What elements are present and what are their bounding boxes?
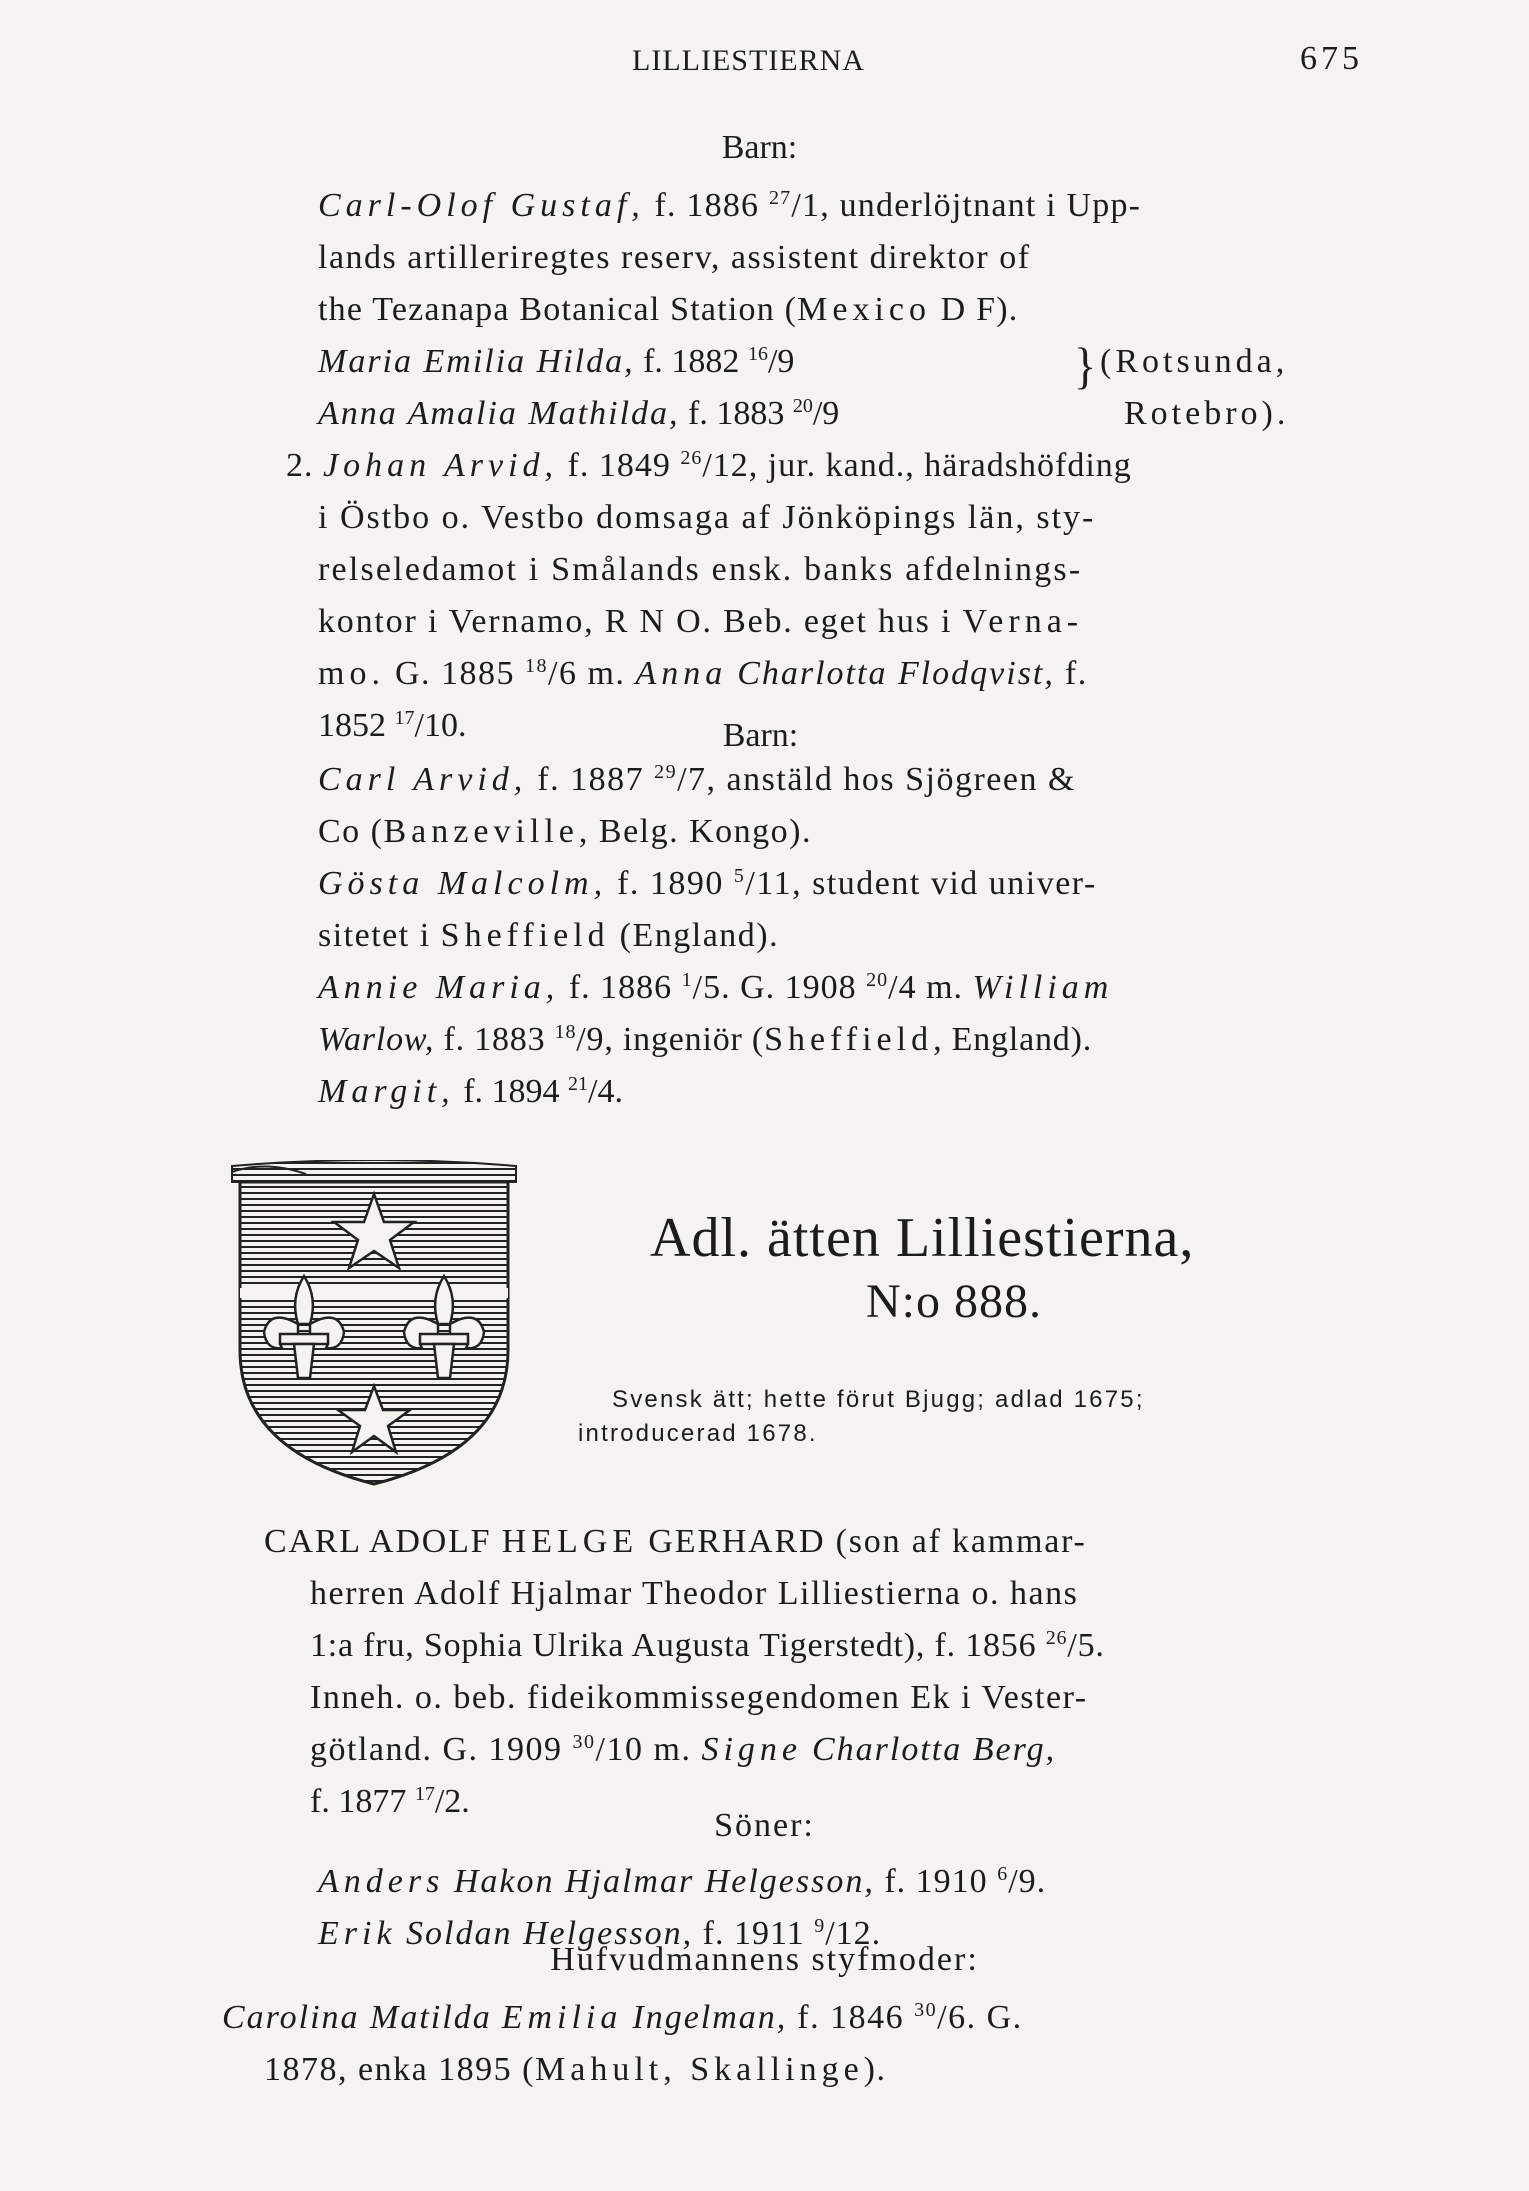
entry-line-7: i Östbo o. Vestbo domsaga af Jönköpings län, sty- xyxy=(318,499,1096,536)
head-line-1: CARL ADOLF HELGE GERHARD (son af kammar- xyxy=(264,1523,1087,1560)
entry-line-10: mo. G. 1885 $^{18}$/6 m. Anna Charlotta Flodqvist, f. xyxy=(318,655,1088,692)
entry-line-3: the Tezanapa Botanical Station (Mexico D F). xyxy=(318,291,1019,328)
styfmoder-line-1: Carolina Matilda Emilia Ingelman, f. 1846 $^{30}$/6. G. xyxy=(222,1999,1023,2036)
head-line-5: götland. G. 1909 $^{30}$/10 m. Signe Charlotta Berg, xyxy=(310,1731,1057,1768)
entry-line-4-place: (Rotsunda, xyxy=(1100,343,1289,380)
entry-line-6: 2. Johan Arvid, f. 1849 $^{26}$/12, jur. kand., häradshöfding xyxy=(286,447,1132,484)
page-number: 675 xyxy=(1300,40,1363,77)
family-note-line-1: Svensk ätt; hette förut Bjugg; adlad 1675; xyxy=(612,1386,1145,1413)
son-line-1: Anders Hakon Hjalmar Helgesson, f. 1910 $^6$/9. xyxy=(318,1863,1047,1900)
running-header-title: LILLIESTIERNA xyxy=(632,44,865,77)
child-line-6: Warlow, f. 1883 $^{18}$/9, ingeniör (Sheffield, England). xyxy=(318,1021,1093,1058)
child-line-3: Gösta Malcolm, f. 1890 $^5$/11, student vid univer- xyxy=(318,865,1097,902)
entry-line-5-place: Rotebro). xyxy=(1124,395,1290,432)
styfmoder-heading: Hufvudmannens styfmoder: xyxy=(550,1941,979,1978)
brace-symbol: } xyxy=(1074,337,1097,394)
son-line-2: Erik Soldan Helgesson, f. 1911 $^9$/12. xyxy=(318,1915,882,1952)
head-line-4: Inneh. o. beb. fideikommissegendomen Ek i Vester- xyxy=(310,1679,1088,1716)
entry-line-1: Carl-Olof Gustaf, f. 1886 $^{27}$/1, underlöjtnant i Upp- xyxy=(318,187,1142,224)
entry-line-4: Maria Emilia Hilda, f. 1882 $^{16}$/9 xyxy=(318,343,795,380)
styfmoder-line-2: 1878, enka 1895 (Mahult, Skallinge). xyxy=(264,2051,887,2088)
entry-line-8: relseledamot i Smålands ensk. banks afdelnings- xyxy=(318,551,1083,588)
entry-line-9: kontor i Vernamo, R N O. Beb. eget hus i Verna- xyxy=(318,603,1084,640)
head-line-2: herren Adolf Hjalmar Theodor Lilliestierna o. hans xyxy=(310,1575,1079,1612)
head-line-6: f. 1877 $^{17}$/2. xyxy=(310,1783,470,1820)
barn-heading-2: Barn: xyxy=(722,717,799,754)
child-line-7: Margit, f. 1894 $^{21}$/4. xyxy=(318,1073,623,1110)
child-line-4: sitetet i Sheffield (England). xyxy=(318,917,780,954)
child-line-1: Carl Arvid, f. 1887 $^{29}$/7, anstäld hos Sjögreen & xyxy=(318,761,1076,798)
family-title: Adl. ätten Lilliestierna, xyxy=(650,1207,1195,1269)
family-number: N:o 888. xyxy=(866,1275,1042,1328)
soner-heading: Söner: xyxy=(714,1807,815,1844)
child-line-5: Annie Maria, f. 1886 $^1$/5. G. 1908 $^{20}$/4 m. William xyxy=(318,969,1114,1006)
child-line-2: Co (Banzeville, Belg. Kongo). xyxy=(318,813,812,850)
coat-of-arms-image xyxy=(226,1160,522,1492)
head-line-3: 1:a fru, Sophia Ulrika Augusta Tigerstedt), f. 1856 $^{26}$/5. xyxy=(310,1627,1105,1664)
family-note-line-2: introducerad 1678. xyxy=(578,1420,818,1447)
entry-line-11: 1852 $^{17}$/10. xyxy=(318,707,467,744)
entry-line-5: Anna Amalia Mathilda, f. 1883 $^{20}$/9 xyxy=(318,395,840,432)
entry-line-2: lands artilleriregtes reserv, assistent direktor of xyxy=(318,239,1031,276)
barn-heading-1: Barn: xyxy=(721,129,798,166)
